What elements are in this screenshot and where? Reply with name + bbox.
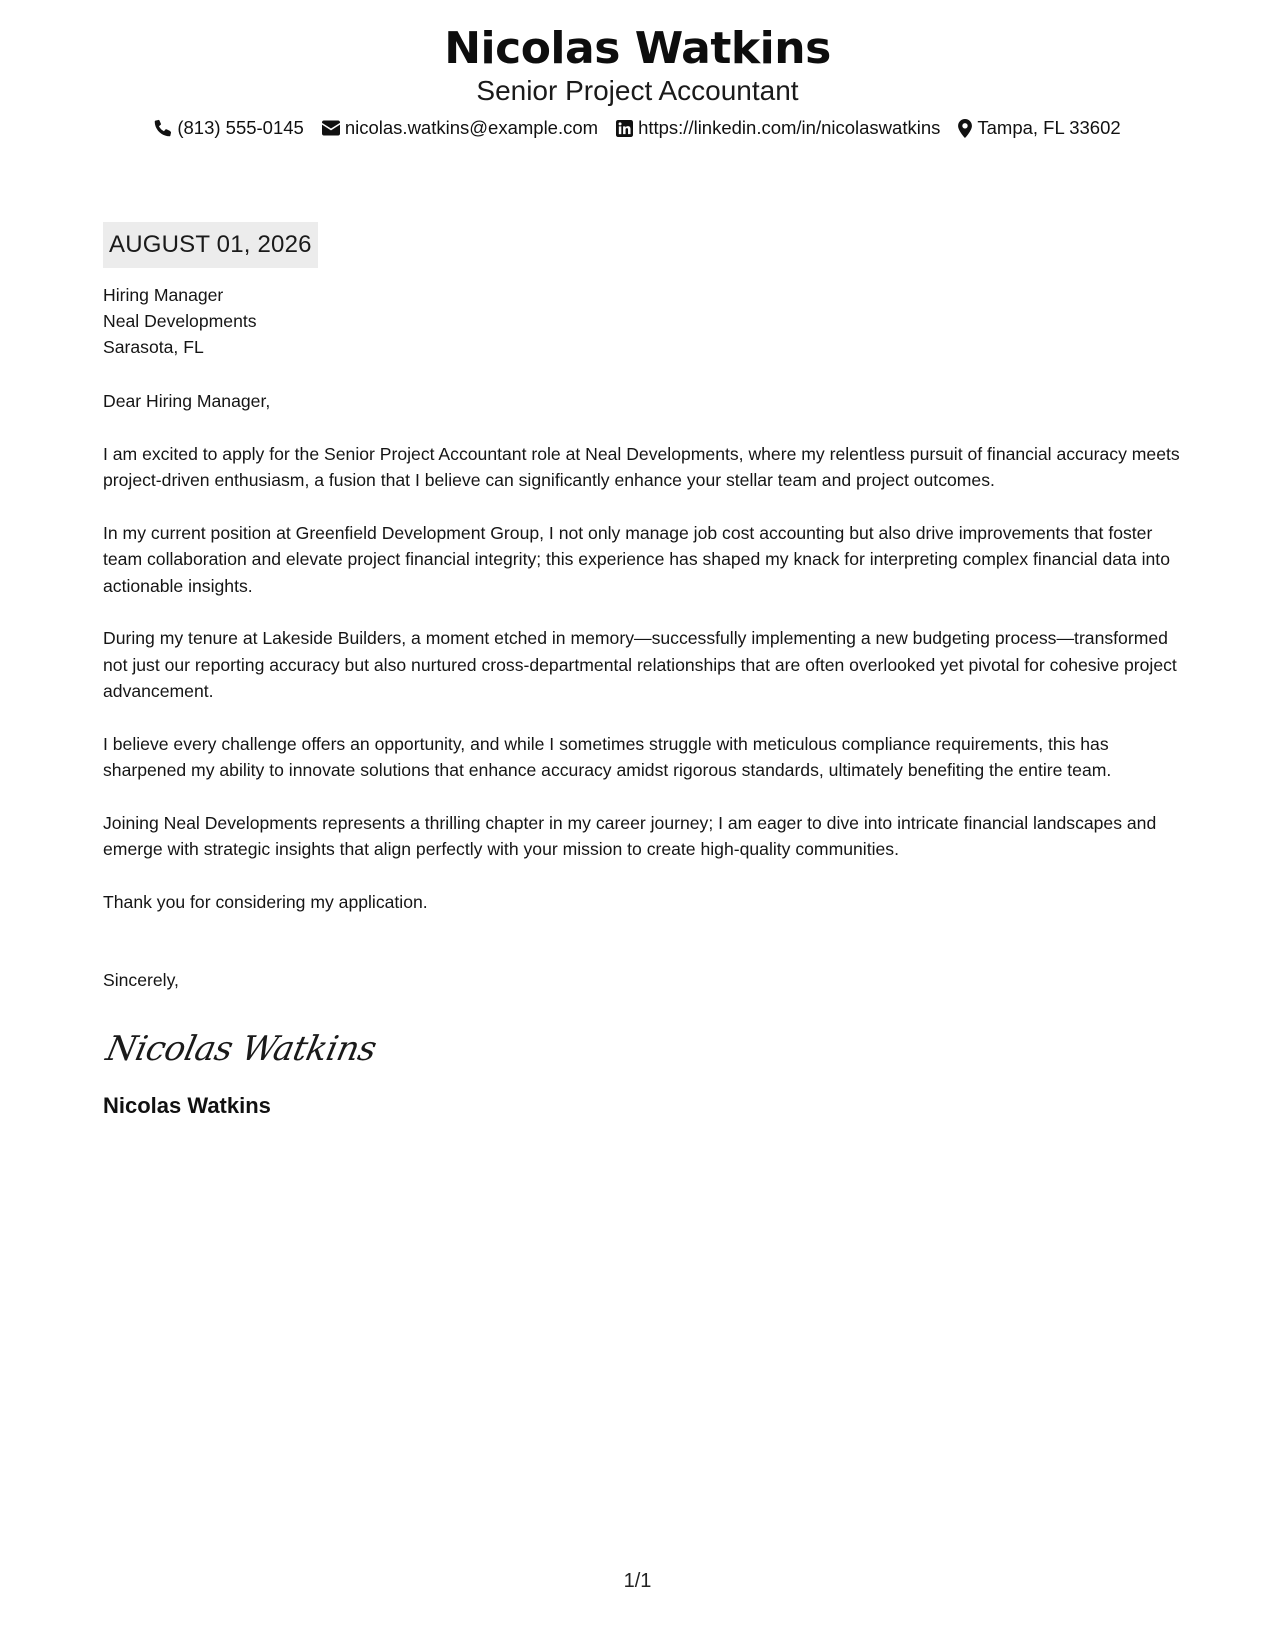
signer-name: Nicolas Watkins <box>103 1092 271 1118</box>
recipient-title: Hiring Manager <box>103 285 224 305</box>
linkedin-icon <box>616 120 633 137</box>
contact-phone <box>154 116 304 140</box>
salutation: Dear Hiring Manager, <box>103 391 271 411</box>
signature-text: Nicolas Watkins <box>103 1028 380 1069</box>
contact-email[interactable] <box>322 116 598 140</box>
recipient-company: Neal Developments <box>103 311 257 331</box>
linkedin-link[interactable]: https://linkedin.com/in/nicolaswatkins <box>638 117 941 138</box>
paragraph: I am excited to apply for the Senior Project Accountant role at Neal Developments, where my relentless pursuit of financial accuracy meets project-driven enthusiasm, a fusion that I believe can significantly enhance your stellar team and project outcomes. <box>103 443 1180 490</box>
location-text: Tampa, FL 33602 <box>977 117 1121 138</box>
applicant-title: Senior Project Accountant <box>476 75 799 106</box>
email-link[interactable]: nicolas.watkins@example.com <box>344 117 599 138</box>
map-pin-icon <box>958 119 972 138</box>
paragraph-thanks: Thank you for considering my application. <box>103 891 428 912</box>
paragraph: I believe every challenge offers an opportunity, and while I sometimes struggle with meticulous compliance requirements, this has sharpened my ability to innovate solutions that enhance accuracy amidst rigorous standards, ultimately benefiting the entire team. <box>103 733 1112 780</box>
contact-location <box>958 116 1120 140</box>
envelope-icon <box>322 120 340 136</box>
signature-image <box>103 1020 1181 1074</box>
recipient-location: Sarasota, FL <box>103 337 204 357</box>
letter-date: AUGUST 01, 2026 <box>103 222 318 268</box>
letter-header <box>0 22 1275 140</box>
applicant-name: Nicolas Watkins <box>444 23 831 74</box>
page-number: 1/1 <box>623 1570 652 1592</box>
contact-bar <box>0 116 1275 140</box>
phone-text: (813) 555-0145 <box>177 117 304 138</box>
paragraph: Joining Neal Developments represents a thrilling chapter in my career journey; I am eager to dive into intricate financial landscapes and emerge with strategic insights that align perfectly with your mission to create high-quality communities. <box>103 812 1157 859</box>
recipient-block <box>103 282 1181 360</box>
letter-body <box>103 222 1181 1120</box>
contact-linkedin[interactable] <box>616 116 940 140</box>
paragraph: In my current position at Greenfield Development Group, I not only manage job cost accounting but also drive improvements that foster team collaboration and elevate project financial integrity; this experience has shaped my knack for interpreting complex financial data into actionable insights. <box>103 522 1170 596</box>
phone-icon <box>154 119 172 137</box>
paragraph: During my tenure at Lakeside Builders, a moment etched in memory—successfully implementing a new budgeting process—transformed not just our reporting accuracy but also nurtured cross-departmental relationships that are often overlooked yet pivotal for cohesive project advancement. <box>103 628 1177 701</box>
closing: Sincerely, <box>103 970 179 990</box>
